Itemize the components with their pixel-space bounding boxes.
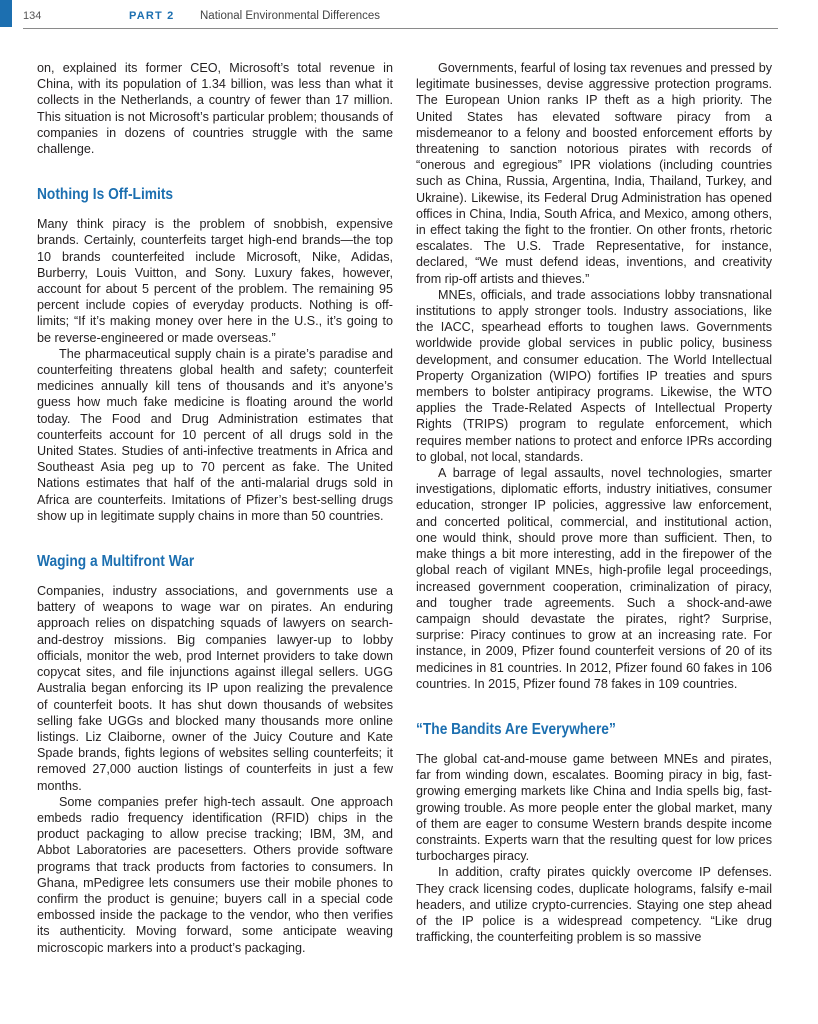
left-column	[37, 60, 393, 956]
paragraph: MNEs, officials, and trade associations lobby transnational institutions to apply stronger tools. Industry associations, like the IACC, spearhead efforts to toughen laws. Governments worldwide provide global services in public policy, business development, and consumer education. The World Intellectual Property Organization (WIPO) fortifies IP treaties and spurs members to bolster antipiracy programs. Likewise, the WTO applies the Trade-Related Aspects of Intellectual Property Rights (TRIPS) program to regulate enforcement, which requires member nations to protect and enforce IPRs according to global, not local, standards.	[416, 287, 772, 464]
paragraph: Companies, industry associations, and governments use a battery of weapons to wage war on pirates. An enduring approach relies on dispatching squads of lawyers on search-and-destroy missions. Big companies lawyer-up to lobby officials, monitor the web, prod Internet providers to take down copycat sites, and file injunctions against illegal sellers. UGG Australia began enforcing its IP upon realizing the prevalence of counterfeit boots. It has shut down thousands of websites selling fake UGGs and blocked many thousands more online listings. Liz Claiborne, owner of the Juicy Couture and Kate Spade brands, fights legions of websites selling counterfeits; it removed 27,000 auction listings of counterfeits in just a few months.	[37, 584, 393, 793]
paragraph: A barrage of legal assaults, novel technologies, smarter investigations, diplomatic efforts, industry initiatives, consumer education, stronger IP policies, aggressive law enforcement, and concerted political, commercial, and institutional action, one would think, should prove more than sufficient. Then, to make things a bit more interesting, add in the firepower of the global reach of vigilant MNEs, high-profile legal proceedings, increased government cooperation, criminalization of piracy, and tougher trade agreements. Such a shock-and-awe campaign should devastate the pirates, right? Surprise, surprise: Piracy continues to grow at an increasing rate. For instance, in 2009, Pfizer found counterfeit versions of 20 of its medicines in 81 countries. In 2012, Pfizer found 60 fakes in 106 countries. In 2015, Pfizer found 78 fakes in 109 countries.	[416, 466, 772, 691]
paragraph: In addition, crafty pirates quickly overcome IP defenses. They crack licensing codes, duplicate holograms, falsify e-mail headers, and utilize crypto-currencies. Staying one step ahead of the IP police is a widespread competency. “Like drug trafficking, the counterfeiting problem is so massive	[416, 865, 772, 945]
page-number: 134	[23, 10, 42, 22]
chapter-title: National Environmental Differences	[200, 10, 381, 22]
running-header	[23, 10, 778, 29]
paragraph: Many think piracy is the problem of snobbish, expensive brands. Certainly, counterfeits target high-end brands—the top 10 brands counterfeited include Microsoft, Nike, Adidas, Burberry, Louis Vuitton, and Sony. Luxury fakes, however, account for about 5 percent of the problem. The remaining 95 percent include copies of everyday products. Nothing is off-limits; “If it’s making money over here in the U.S., it’s going to be reverse-engineered or made overseas.”	[37, 217, 393, 345]
right-column	[416, 60, 772, 945]
section-heading-bandits-are-everywhere: “The Bandits Are Everywhere”	[416, 720, 616, 738]
paragraph: The pharmaceutical supply chain is a pirate’s paradise and counterfeiting threatens global health and safety; counterfeit medicines annually kill tens of thousands and it’s anyone’s guess how much fake medicine is floating around the world today. The Food and Drug Administration estimates that counterfeits account for 10 percent of all drugs sold in the United States. Studies of anti-infective treatments in Africa and Southeast Asia peg up to 70 percent as fake. The United Nations estimates that half of the anti-malarial drugs sold in Africa are counterfeits. Imitations of Pfizer’s best-selling drugs show up in legitimate supply chains in more than 50 countries.	[37, 346, 393, 523]
section-heading-nothing-is-off-limits: Nothing Is Off-Limits	[37, 186, 174, 204]
paragraph: Some companies prefer high-tech assault. One approach embeds radio frequency identification (RFID) chips in the product packaging to allow precise tracking; IBM, 3M, and Abbot Laboratories are pacesetters. Others provide software programs that track products from factories to consumers. In Ghana, mPedigree lets consumers use their mobile phones to confirm the product is genuine; buyers call in a special code embossed inside the package to the vendor, who then verifies its authenticity. Moving forward, some anticipate weaving microscopic markers into a product’s packaging.	[37, 794, 393, 955]
part-label: PART 2	[129, 10, 175, 22]
paragraph: Governments, fearful of losing tax revenues and pressed by legitimate businesses, devise aggressive protection programs. The European Union ranks IP theft as a high priority. The United States has elevated software piracy from a misdemeanor to a felony and boosted enforcement efforts by threatening to sanction notorious pirates with records of “onerous and egregious” IPR violations (including countries such as China, Russia, Argentina, India, Thailand, Turkey, and Ukraine). Likewise, its Federal Drug Administration has opened offices in China, India, South Africa, and Mexico, among others, in effect taking the fight to the frontier. On other fronts, rhetoric escalates. The U.S. Trade Representative, for instance, declared, “We must defend ideas, inventions, and creativity from rip-off artists and thieves.”	[416, 61, 772, 286]
page-edge-tab	[0, 0, 12, 27]
paragraph: The global cat-and-mouse game between MNEs and pirates, far from winding down, escalates. Booming piracy in big, fast-growing emerging markets like China and India spells big, fast-growing trouble. As more people enter the global market, many of them are eager to consume Western brands despite income constraints. Experts warn that the resulting quest for low prices turbocharges piracy.	[416, 751, 772, 864]
section-heading-waging-a-multifront-war: Waging a Multifront War	[37, 553, 195, 571]
paragraph: on, explained its former CEO, Microsoft’s total revenue in China, with its population of 1.34 billion, was less than what it collects in the Netherlands, a country of fewer than 17 million. This situation is not Microsoft’s particular problem; thousands of companies in dozens of countries struggle with the same challenge.	[37, 61, 393, 157]
